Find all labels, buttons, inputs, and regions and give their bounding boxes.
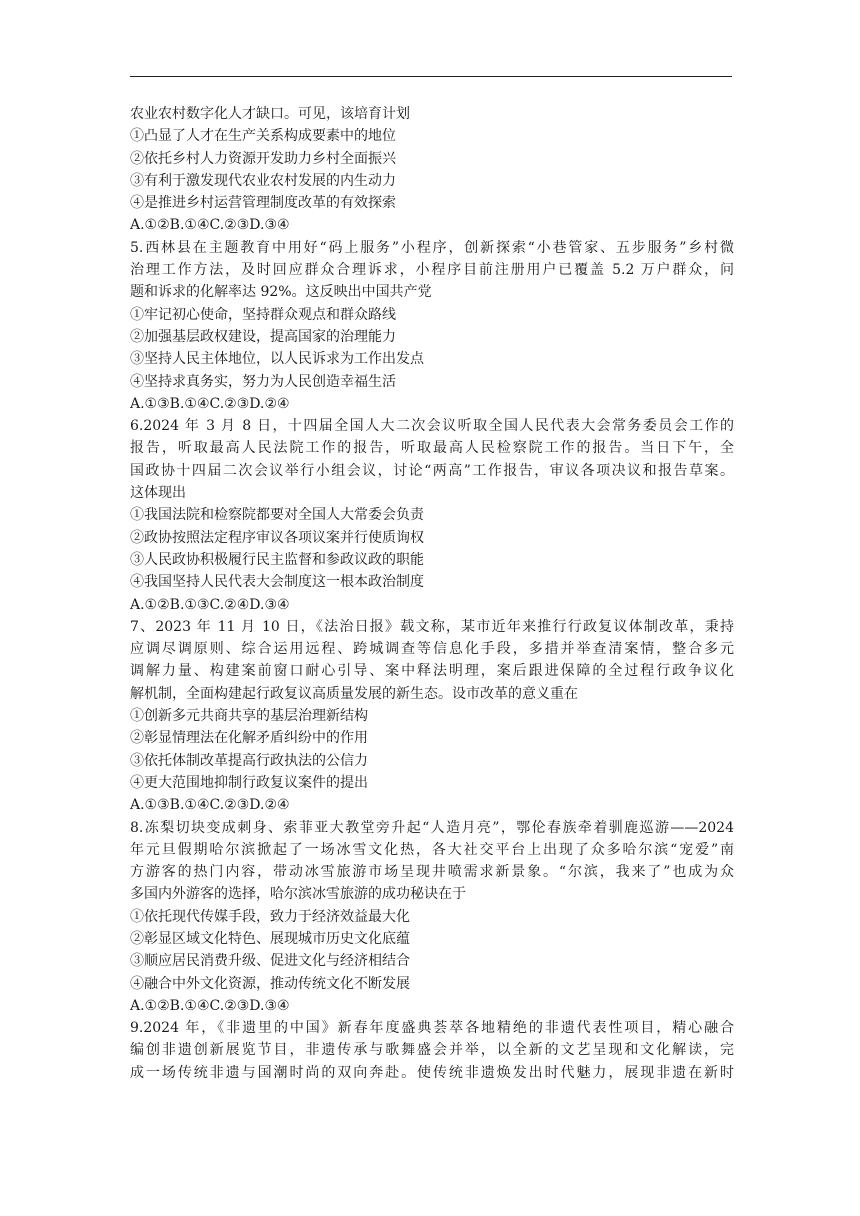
question-7-stem-line: 7、2023 年 11 月 10 日，《法治日报》载文称，某市近年来推行行政复议体制改革，秉持 <box>130 618 734 635</box>
question-5-stem-line: 5.西林县在主题教育中用好“码上服务”小程序，创新探索“小巷管家、五步服务”乡村微 <box>130 239 734 256</box>
question-5-option: ②加强基层政权建设，提高国家的治理能力 <box>130 328 396 345</box>
question-5-option: ④坚持求真务实，努力为人民创造幸福生活 <box>130 373 396 390</box>
question-6-option: ①我国法院和检察院都要对全国人大常委会负责 <box>130 507 424 524</box>
question-9 <box>130 1017 734 1084</box>
question-6-answer-choices: A.①②B.①③C.②④D.③④ <box>130 596 290 613</box>
question-8-stem-line: 8.冻梨切块变成刺身、索菲亚大教堂旁升起“人造月亮”，鄂伦春族牵着驯鹿巡游——2024 <box>130 819 734 836</box>
question-7-stem-line: 解机制，全面构建起行政复议高质量发展的新生态。设市改革的意义重在 <box>130 685 578 702</box>
question-8-stem-line: 多国内外游客的选择，哈尔滨冰雪旅游的成功秘诀在于 <box>130 886 466 903</box>
question-5-stem-line: 治理工作方法，及时回应群众合理诉求，小程序目前注册用户已覆盖 5.2 万户群众，问 <box>130 262 734 279</box>
question-6-option: ③人民政协积极履行民主监督和参政议政的职能 <box>130 551 424 568</box>
question-7-stem-line: 调解力量、构建案前窗口耐心引导、案中释法明理，案后跟进保障的全过程行政争议化 <box>130 663 734 680</box>
question-8-answer-choices: A.①②B.①④C.②③D.③④ <box>130 997 290 1014</box>
question-7-stem-line: 应调尽调原则、综合运用远程、跨城调查等信息化手段，多措并举查清案情，整合多元 <box>130 641 734 658</box>
question-6 <box>130 415 734 616</box>
question-5-option: ①牢记初心使命，坚持群众观点和群众路线 <box>130 306 396 323</box>
question-4-option: ①凸显了人才在生产关系构成要素中的地位 <box>130 128 396 145</box>
question-5-answer-choices: A.①③B.①④C.②③D.②④ <box>130 395 290 412</box>
question-8-option: ③顺应居民消费升级、促进文化与经济相结合 <box>130 953 410 970</box>
question-7-answer-choices: A.①③B.①④C.②③D.②④ <box>130 797 290 814</box>
question-4-option: ③有利于激发现代农业农村发展的内生动力 <box>130 172 396 189</box>
question-5 <box>130 237 734 415</box>
exam-page-content <box>130 103 734 1084</box>
question-7-option: ②彰显情理法在化解矛盾纠纷中的作用 <box>130 730 368 747</box>
question-4-option: ④是推进乡村运营管理制度改革的有效探索 <box>130 195 396 212</box>
question-4-answer-choices: A.①②B.①④C.②③D.③④ <box>130 217 290 234</box>
question-6-stem-line: 这体现出 <box>130 485 186 502</box>
question-7-option: ③依托体制改革提高行政执法的公信力 <box>130 752 368 769</box>
question-8-option: ①依托现代传媒手段，致力于经济效益最大化 <box>130 908 410 925</box>
question-7-option: ①创新多元共商共享的基层治理新结构 <box>130 708 368 725</box>
question-8-stem-line: 年元旦假期哈尔滨掀起了一场冰雪文化热，各大社交平台上出现了众多哈尔滨“宠爱”南 <box>130 841 734 858</box>
question-7-option: ④更大范围地抑制行政复议案件的提出 <box>130 774 368 791</box>
question-8-option: ②彰显区域文化特色、展现城市历史文化底蕴 <box>130 930 410 947</box>
question-9-stem-line: 9.2024 年，《非遗里的中国》新春年度盛典荟萃各地精绝的非遗代表性项目，精心融合 <box>130 1020 734 1037</box>
question-6-stem-line: 6.2024 年 3 月 8 日，十四届全国人大二次会议听取全国人民代表大会常务委员会工作的 <box>130 418 734 435</box>
question-9-stem-line: 编创非遗创新展览节目，非遗传承与歌舞盛会并举，以全新的文艺呈现和文化解读，完 <box>130 1042 734 1059</box>
question-4-option: ②依托乡村人力资源开发助力乡村全面振兴 <box>130 150 396 167</box>
question-8 <box>130 817 734 1018</box>
question-4-tail <box>130 103 734 237</box>
question-6-stem-line: 报告，听取最高人民法院工作的报告，听取最高人民检察院工作的报告。当日下午，全 <box>130 440 734 457</box>
question-8-option: ④融合中外文化资源，推动传统文化不断发展 <box>130 975 410 992</box>
question-6-option: ②政协按照法定程序审议各项议案并行使质询权 <box>130 529 424 546</box>
question-6-stem-line: 国政协十四届二次会议举行小组会议，讨论“两高”工作报告，审议各项决议和报告草案。 <box>130 462 734 479</box>
question-8-stem-line: 方游客的热门内容，带动冰雪旅游市场呈现井喷需求新景象。“尔滨，我来了”也成为众 <box>130 864 734 881</box>
header-rule <box>130 76 732 77</box>
question-7 <box>130 616 734 817</box>
question-5-option: ③坚持人民主体地位，以人民诉求为工作出发点 <box>130 351 424 368</box>
question-6-option: ④我国坚持人民代表大会制度这一根本政治制度 <box>130 574 424 591</box>
question-9-stem-line: 成一场传统非遗与国潮时尚的双向奔赴。使传统非遗焕发出时代魅力，展现非遗在新时 <box>130 1064 734 1081</box>
question-5-stem-line: 题和诉求的化解率达 92%。这反映出中国共产党 <box>130 284 432 301</box>
question-4-stem-line: 农业农村数字化人才缺口。可见，该培育计划 <box>130 106 410 122</box>
